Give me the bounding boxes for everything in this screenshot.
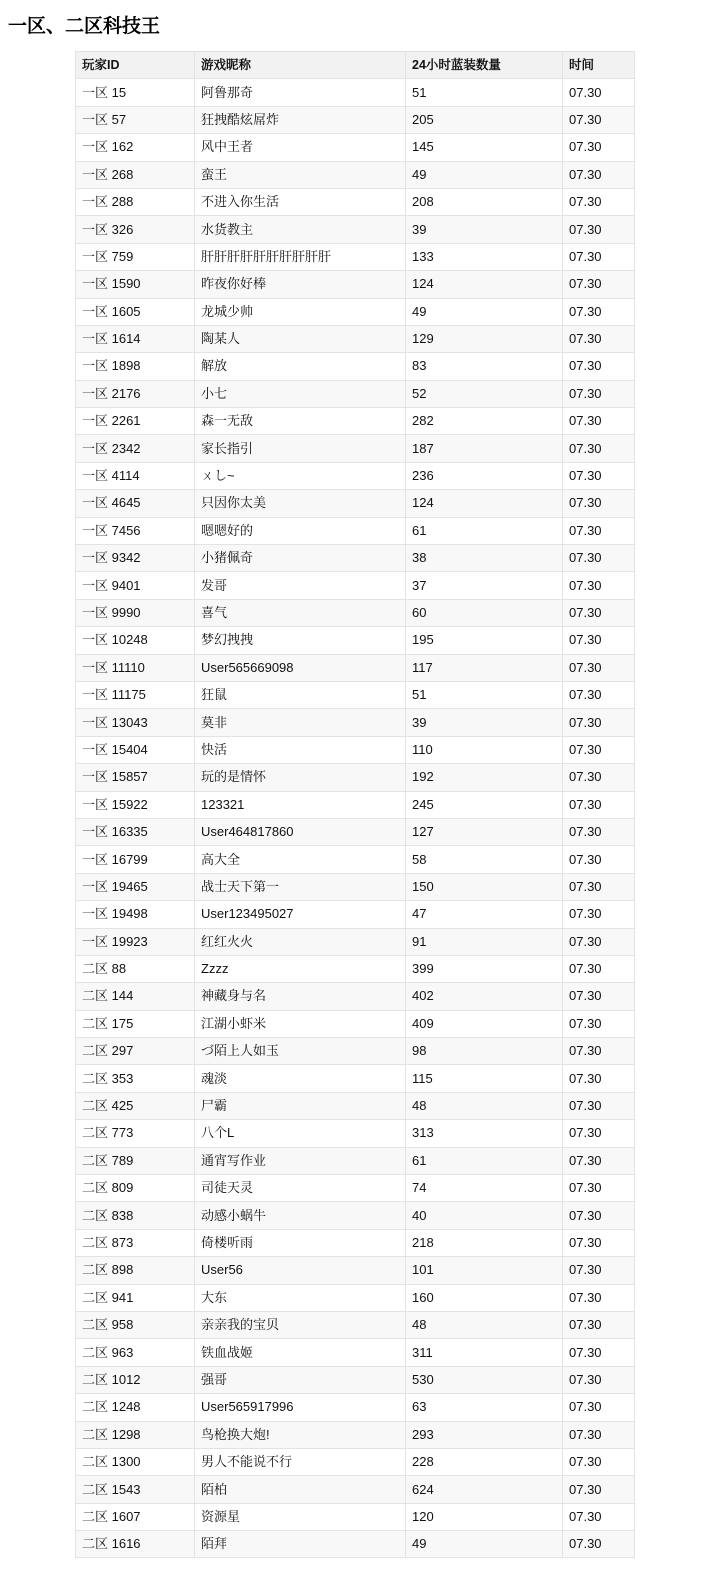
table-row — [76, 106, 635, 133]
cell-blue-gear-count: 313 — [406, 1120, 563, 1147]
table-row — [76, 545, 635, 572]
cell-time: 07.30 — [563, 216, 635, 243]
cell-blue-gear-count: 51 — [406, 79, 563, 106]
cell-nickname: 神藏身与名 — [195, 983, 406, 1010]
cell-player-id: 一区 326 — [76, 216, 195, 243]
cell-player-id: 一区 15404 — [76, 736, 195, 763]
cell-player-id: 一区 15922 — [76, 791, 195, 818]
cell-player-id: 二区 297 — [76, 1038, 195, 1065]
cell-player-id: 一区 1590 — [76, 271, 195, 298]
cell-player-id: 一区 19923 — [76, 928, 195, 955]
cell-nickname: User565669098 — [195, 654, 406, 681]
cell-nickname: 陶某人 — [195, 325, 406, 352]
cell-nickname: ㄨし~ — [195, 462, 406, 489]
cell-player-id: 二区 1607 — [76, 1503, 195, 1530]
cell-nickname: 江湖小虾米 — [195, 1010, 406, 1037]
cell-nickname: 小猪佩奇 — [195, 545, 406, 572]
table-row — [76, 1366, 635, 1393]
cell-time: 07.30 — [563, 325, 635, 352]
cell-nickname: 资源星 — [195, 1503, 406, 1530]
table-row — [76, 1038, 635, 1065]
page-title: 一区、二区科技王 — [8, 16, 161, 37]
cell-blue-gear-count: 124 — [406, 490, 563, 517]
table-row — [76, 654, 635, 681]
cell-time: 07.30 — [563, 1120, 635, 1147]
cell-player-id: 一区 2342 — [76, 435, 195, 462]
cell-player-id: 二区 958 — [76, 1311, 195, 1338]
cell-blue-gear-count: 133 — [406, 243, 563, 270]
cell-nickname: 狂鼠 — [195, 681, 406, 708]
cell-blue-gear-count: 208 — [406, 188, 563, 215]
table-row — [76, 435, 635, 462]
cell-time: 07.30 — [563, 764, 635, 791]
cell-time: 07.30 — [563, 873, 635, 900]
cell-blue-gear-count: 98 — [406, 1038, 563, 1065]
cell-nickname: User464817860 — [195, 818, 406, 845]
table-row — [76, 1284, 635, 1311]
table-row — [76, 408, 635, 435]
cell-nickname: 红红火火 — [195, 928, 406, 955]
cell-player-id: 二区 1300 — [76, 1448, 195, 1475]
table-row — [76, 983, 635, 1010]
cell-nickname: 男人不能说不行 — [195, 1448, 406, 1475]
cell-player-id: 一区 9342 — [76, 545, 195, 572]
cell-player-id: 一区 2176 — [76, 380, 195, 407]
table-row — [76, 490, 635, 517]
cell-nickname: 强哥 — [195, 1366, 406, 1393]
cell-time: 07.30 — [563, 353, 635, 380]
cell-player-id: 二区 88 — [76, 955, 195, 982]
cell-player-id: 二区 1248 — [76, 1394, 195, 1421]
cell-blue-gear-count: 187 — [406, 435, 563, 462]
cell-time: 07.30 — [563, 1065, 635, 1092]
cell-blue-gear-count: 160 — [406, 1284, 563, 1311]
cell-player-id: 二区 773 — [76, 1120, 195, 1147]
cell-time: 07.30 — [563, 791, 635, 818]
cell-nickname: 通宵写作业 — [195, 1147, 406, 1174]
cell-player-id: 一区 16799 — [76, 846, 195, 873]
cell-time: 07.30 — [563, 1257, 635, 1284]
cell-blue-gear-count: 205 — [406, 106, 563, 133]
cell-player-id: 二区 1543 — [76, 1476, 195, 1503]
cell-time: 07.30 — [563, 1448, 635, 1475]
table-row — [76, 353, 635, 380]
cell-player-id: 一区 4645 — [76, 490, 195, 517]
cell-player-id: 二区 873 — [76, 1229, 195, 1256]
cell-time: 07.30 — [563, 846, 635, 873]
table-row — [76, 1311, 635, 1338]
cell-blue-gear-count: 115 — [406, 1065, 563, 1092]
cell-player-id: 一区 1605 — [76, 298, 195, 325]
table-row — [76, 681, 635, 708]
cell-blue-gear-count: 293 — [406, 1421, 563, 1448]
cell-time: 07.30 — [563, 599, 635, 626]
table-row — [76, 1503, 635, 1530]
table-row — [76, 901, 635, 928]
table-row — [76, 271, 635, 298]
cell-time: 07.30 — [563, 106, 635, 133]
header-player-id: 玩家ID — [76, 52, 195, 79]
cell-player-id: 一区 15857 — [76, 764, 195, 791]
cell-time: 07.30 — [563, 1421, 635, 1448]
cell-blue-gear-count: 218 — [406, 1229, 563, 1256]
table-row — [76, 517, 635, 544]
table-row — [76, 216, 635, 243]
cell-player-id: 一区 7456 — [76, 517, 195, 544]
cell-time: 07.30 — [563, 1366, 635, 1393]
table-row — [76, 736, 635, 763]
cell-time: 07.30 — [563, 1092, 635, 1119]
cell-time: 07.30 — [563, 298, 635, 325]
header-nickname: 游戏昵称 — [195, 52, 406, 79]
cell-nickname: 八个L — [195, 1120, 406, 1147]
table-row — [76, 572, 635, 599]
cell-player-id: 二区 941 — [76, 1284, 195, 1311]
table-body — [76, 79, 635, 1558]
table-row — [76, 1448, 635, 1475]
cell-nickname: 司徒天灵 — [195, 1175, 406, 1202]
table-row — [76, 1120, 635, 1147]
table-row — [76, 462, 635, 489]
cell-time: 07.30 — [563, 1010, 635, 1037]
cell-time: 07.30 — [563, 818, 635, 845]
cell-nickname: づ陌上人如玉 — [195, 1038, 406, 1065]
cell-player-id: 一区 1898 — [76, 353, 195, 380]
table-row — [76, 1229, 635, 1256]
cell-nickname: 喜气 — [195, 599, 406, 626]
table-row — [76, 709, 635, 736]
cell-player-id: 一区 15 — [76, 79, 195, 106]
cell-nickname: 嗯嗯好的 — [195, 517, 406, 544]
cell-time: 07.30 — [563, 681, 635, 708]
header-time: 时间 — [563, 52, 635, 79]
cell-nickname: 蛮王 — [195, 161, 406, 188]
cell-blue-gear-count: 129 — [406, 325, 563, 352]
cell-blue-gear-count: 40 — [406, 1202, 563, 1229]
cell-nickname: 动感小蜗牛 — [195, 1202, 406, 1229]
cell-player-id: 二区 809 — [76, 1175, 195, 1202]
cell-blue-gear-count: 61 — [406, 1147, 563, 1174]
cell-time: 07.30 — [563, 1503, 635, 1530]
cell-time: 07.30 — [563, 517, 635, 544]
cell-nickname: 123321 — [195, 791, 406, 818]
cell-player-id: 一区 759 — [76, 243, 195, 270]
cell-blue-gear-count: 39 — [406, 216, 563, 243]
cell-time: 07.30 — [563, 955, 635, 982]
cell-blue-gear-count: 48 — [406, 1092, 563, 1119]
cell-blue-gear-count: 49 — [406, 1531, 563, 1558]
cell-blue-gear-count: 150 — [406, 873, 563, 900]
table-row — [76, 380, 635, 407]
table-header-row — [76, 52, 635, 79]
table-row — [76, 1147, 635, 1174]
cell-blue-gear-count: 39 — [406, 709, 563, 736]
table-row — [76, 161, 635, 188]
cell-blue-gear-count: 236 — [406, 462, 563, 489]
cell-blue-gear-count: 282 — [406, 408, 563, 435]
cell-time: 07.30 — [563, 188, 635, 215]
table-row — [76, 764, 635, 791]
cell-time: 07.30 — [563, 654, 635, 681]
cell-player-id: 二区 1616 — [76, 1531, 195, 1558]
cell-blue-gear-count: 49 — [406, 298, 563, 325]
table-row — [76, 818, 635, 845]
cell-nickname: 不进入你生活 — [195, 188, 406, 215]
cell-blue-gear-count: 91 — [406, 928, 563, 955]
cell-nickname: 解放 — [195, 353, 406, 380]
cell-time: 07.30 — [563, 462, 635, 489]
cell-blue-gear-count: 145 — [406, 134, 563, 161]
cell-blue-gear-count: 399 — [406, 955, 563, 982]
cell-blue-gear-count: 74 — [406, 1175, 563, 1202]
table-row — [76, 1175, 635, 1202]
cell-nickname: 倚楼听雨 — [195, 1229, 406, 1256]
table-row — [76, 79, 635, 106]
cell-nickname: 快活 — [195, 736, 406, 763]
cell-nickname: 梦幻拽拽 — [195, 627, 406, 654]
cell-time: 07.30 — [563, 380, 635, 407]
cell-time: 07.30 — [563, 572, 635, 599]
header-blue-gear-count: 24小时蓝装数量 — [406, 52, 563, 79]
cell-player-id: 一区 9990 — [76, 599, 195, 626]
cell-nickname: 只因你太美 — [195, 490, 406, 517]
cell-player-id: 一区 16335 — [76, 818, 195, 845]
cell-blue-gear-count: 101 — [406, 1257, 563, 1284]
cell-time: 07.30 — [563, 1311, 635, 1338]
cell-time: 07.30 — [563, 134, 635, 161]
cell-nickname: 家长指引 — [195, 435, 406, 462]
cell-blue-gear-count: 228 — [406, 1448, 563, 1475]
cell-time: 07.30 — [563, 736, 635, 763]
table-row — [76, 599, 635, 626]
table-row — [76, 955, 635, 982]
table-row — [76, 1065, 635, 1092]
cell-nickname: 尸霸 — [195, 1092, 406, 1119]
cell-player-id: 二区 353 — [76, 1065, 195, 1092]
cell-blue-gear-count: 37 — [406, 572, 563, 599]
table-row — [76, 1531, 635, 1558]
cell-time: 07.30 — [563, 1038, 635, 1065]
cell-blue-gear-count: 110 — [406, 736, 563, 763]
cell-time: 07.30 — [563, 545, 635, 572]
table-row — [76, 1421, 635, 1448]
cell-nickname: User123495027 — [195, 901, 406, 928]
cell-nickname: 鸟枪换大炮! — [195, 1421, 406, 1448]
cell-player-id: 一区 162 — [76, 134, 195, 161]
table-row — [76, 1010, 635, 1037]
cell-blue-gear-count: 624 — [406, 1476, 563, 1503]
cell-blue-gear-count: 311 — [406, 1339, 563, 1366]
cell-nickname: 森一无敌 — [195, 408, 406, 435]
cell-player-id: 一区 288 — [76, 188, 195, 215]
table-row — [76, 188, 635, 215]
cell-blue-gear-count: 51 — [406, 681, 563, 708]
cell-blue-gear-count: 120 — [406, 1503, 563, 1530]
cell-nickname: 昨夜你好棒 — [195, 271, 406, 298]
cell-time: 07.30 — [563, 1147, 635, 1174]
cell-blue-gear-count: 49 — [406, 161, 563, 188]
cell-nickname: 铁血战姬 — [195, 1339, 406, 1366]
cell-blue-gear-count: 47 — [406, 901, 563, 928]
cell-player-id: 一区 268 — [76, 161, 195, 188]
cell-nickname: Zzzz — [195, 955, 406, 982]
table-row — [76, 928, 635, 955]
cell-player-id: 一区 19465 — [76, 873, 195, 900]
ranking-table — [75, 51, 635, 1558]
cell-player-id: 一区 10248 — [76, 627, 195, 654]
cell-blue-gear-count: 127 — [406, 818, 563, 845]
cell-nickname: 陌柏 — [195, 1476, 406, 1503]
cell-time: 07.30 — [563, 1202, 635, 1229]
cell-nickname: User565917996 — [195, 1394, 406, 1421]
cell-player-id: 二区 898 — [76, 1257, 195, 1284]
cell-nickname: 陌拜 — [195, 1531, 406, 1558]
cell-nickname: 龙城少帅 — [195, 298, 406, 325]
table-row — [76, 1394, 635, 1421]
cell-nickname: 水货教主 — [195, 216, 406, 243]
cell-player-id: 二区 963 — [76, 1339, 195, 1366]
cell-player-id: 一区 4114 — [76, 462, 195, 489]
cell-nickname: 魂淡 — [195, 1065, 406, 1092]
cell-time: 07.30 — [563, 1229, 635, 1256]
cell-nickname: 小七 — [195, 380, 406, 407]
table-row — [76, 1339, 635, 1366]
cell-nickname: 玩的是情怀 — [195, 764, 406, 791]
cell-blue-gear-count: 38 — [406, 545, 563, 572]
cell-blue-gear-count: 409 — [406, 1010, 563, 1037]
cell-player-id: 一区 11110 — [76, 654, 195, 681]
cell-time: 07.30 — [563, 435, 635, 462]
cell-blue-gear-count: 124 — [406, 271, 563, 298]
cell-player-id: 一区 19498 — [76, 901, 195, 928]
cell-blue-gear-count: 83 — [406, 353, 563, 380]
cell-nickname: 莫非 — [195, 709, 406, 736]
table-row — [76, 1092, 635, 1119]
cell-time: 07.30 — [563, 161, 635, 188]
cell-nickname: 亲亲我的宝贝 — [195, 1311, 406, 1338]
cell-blue-gear-count: 530 — [406, 1366, 563, 1393]
cell-time: 07.30 — [563, 627, 635, 654]
cell-time: 07.30 — [563, 983, 635, 1010]
table-row — [76, 1202, 635, 1229]
cell-blue-gear-count: 63 — [406, 1394, 563, 1421]
table-row — [76, 325, 635, 352]
cell-nickname: 肝肝肝肝肝肝肝肝肝肝 — [195, 243, 406, 270]
cell-player-id: 一区 9401 — [76, 572, 195, 599]
cell-time: 07.30 — [563, 928, 635, 955]
cell-time: 07.30 — [563, 1531, 635, 1558]
cell-time: 07.30 — [563, 1175, 635, 1202]
cell-time: 07.30 — [563, 709, 635, 736]
cell-player-id: 二区 425 — [76, 1092, 195, 1119]
cell-nickname: 大东 — [195, 1284, 406, 1311]
cell-blue-gear-count: 117 — [406, 654, 563, 681]
cell-nickname: 阿鲁那奇 — [195, 79, 406, 106]
cell-nickname: 战士天下第一 — [195, 873, 406, 900]
cell-blue-gear-count: 245 — [406, 791, 563, 818]
cell-time: 07.30 — [563, 79, 635, 106]
table-row — [76, 134, 635, 161]
cell-time: 07.30 — [563, 1339, 635, 1366]
table-row — [76, 791, 635, 818]
cell-player-id: 一区 1614 — [76, 325, 195, 352]
table-row — [76, 243, 635, 270]
cell-nickname: 高大全 — [195, 846, 406, 873]
cell-blue-gear-count: 195 — [406, 627, 563, 654]
cell-player-id: 一区 13043 — [76, 709, 195, 736]
cell-blue-gear-count: 58 — [406, 846, 563, 873]
cell-time: 07.30 — [563, 1476, 635, 1503]
cell-nickname: 狂拽酷炫屌炸 — [195, 106, 406, 133]
cell-player-id: 一区 11175 — [76, 681, 195, 708]
table-row — [76, 1257, 635, 1284]
cell-player-id: 二区 1012 — [76, 1366, 195, 1393]
cell-blue-gear-count: 60 — [406, 599, 563, 626]
cell-player-id: 二区 789 — [76, 1147, 195, 1174]
table-row — [76, 873, 635, 900]
cell-blue-gear-count: 192 — [406, 764, 563, 791]
cell-time: 07.30 — [563, 1284, 635, 1311]
cell-player-id: 一区 57 — [76, 106, 195, 133]
cell-blue-gear-count: 52 — [406, 380, 563, 407]
table-row — [76, 846, 635, 873]
cell-blue-gear-count: 48 — [406, 1311, 563, 1338]
table-row — [76, 1476, 635, 1503]
cell-time: 07.30 — [563, 243, 635, 270]
cell-nickname: User56 — [195, 1257, 406, 1284]
cell-blue-gear-count: 61 — [406, 517, 563, 544]
cell-blue-gear-count: 402 — [406, 983, 563, 1010]
table-row — [76, 627, 635, 654]
cell-time: 07.30 — [563, 271, 635, 298]
cell-player-id: 二区 175 — [76, 1010, 195, 1037]
cell-time: 07.30 — [563, 901, 635, 928]
cell-nickname: 风中王者 — [195, 134, 406, 161]
cell-player-id: 二区 1298 — [76, 1421, 195, 1448]
cell-player-id: 一区 2261 — [76, 408, 195, 435]
cell-nickname: 发哥 — [195, 572, 406, 599]
cell-time: 07.30 — [563, 1394, 635, 1421]
cell-player-id: 二区 144 — [76, 983, 195, 1010]
table-row — [76, 298, 635, 325]
cell-time: 07.30 — [563, 408, 635, 435]
cell-time: 07.30 — [563, 490, 635, 517]
cell-player-id: 二区 838 — [76, 1202, 195, 1229]
